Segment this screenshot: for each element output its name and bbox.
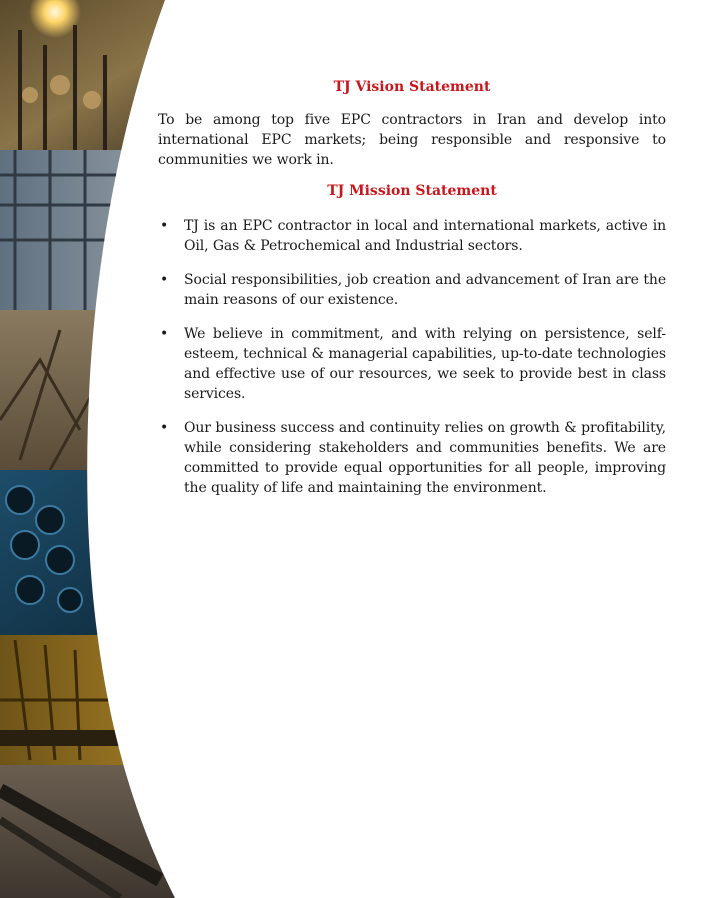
mission-item-text: Our business success and continuity relies on growth & profitability, while considering stakeholders and communities benefits. We are committed to provide equal opportunities for all people, improving the quality of life and maintaining the environment. <box>184 420 666 496</box>
bullet-icon: • <box>160 326 169 342</box>
mission-item <box>158 216 666 256</box>
mission-item-text: We believe in commitment, and with relying on persistence, self-esteem, technical & managerial capabilities, up-to-date technologies and effective use of our resources, we seek to provide best in class services. <box>184 326 666 402</box>
mission-item-text: TJ is an EPC contractor in local and international markets, active in Oil, Gas & Petrochemical and Industrial sectors. <box>184 218 666 254</box>
mission-heading: TJ Mission Statement <box>327 183 497 199</box>
mission-item <box>158 270 666 310</box>
mission-item <box>158 418 666 498</box>
vision-text: To be among top five EPC contractors in Iran and develop into international EPC markets; being responsible and responsive to communities we work in. <box>158 112 666 168</box>
bullet-icon: • <box>160 272 169 288</box>
vision-heading: TJ Vision Statement <box>333 79 491 95</box>
mission-item-text: Social responsibilities, job creation and advancement of Iran are the main reasons of our existence. <box>184 272 666 308</box>
bullet-icon: • <box>160 420 169 436</box>
mission-item <box>158 324 666 404</box>
main-content <box>158 76 666 512</box>
bullet-icon: • <box>160 218 169 234</box>
mission-list <box>158 216 666 498</box>
